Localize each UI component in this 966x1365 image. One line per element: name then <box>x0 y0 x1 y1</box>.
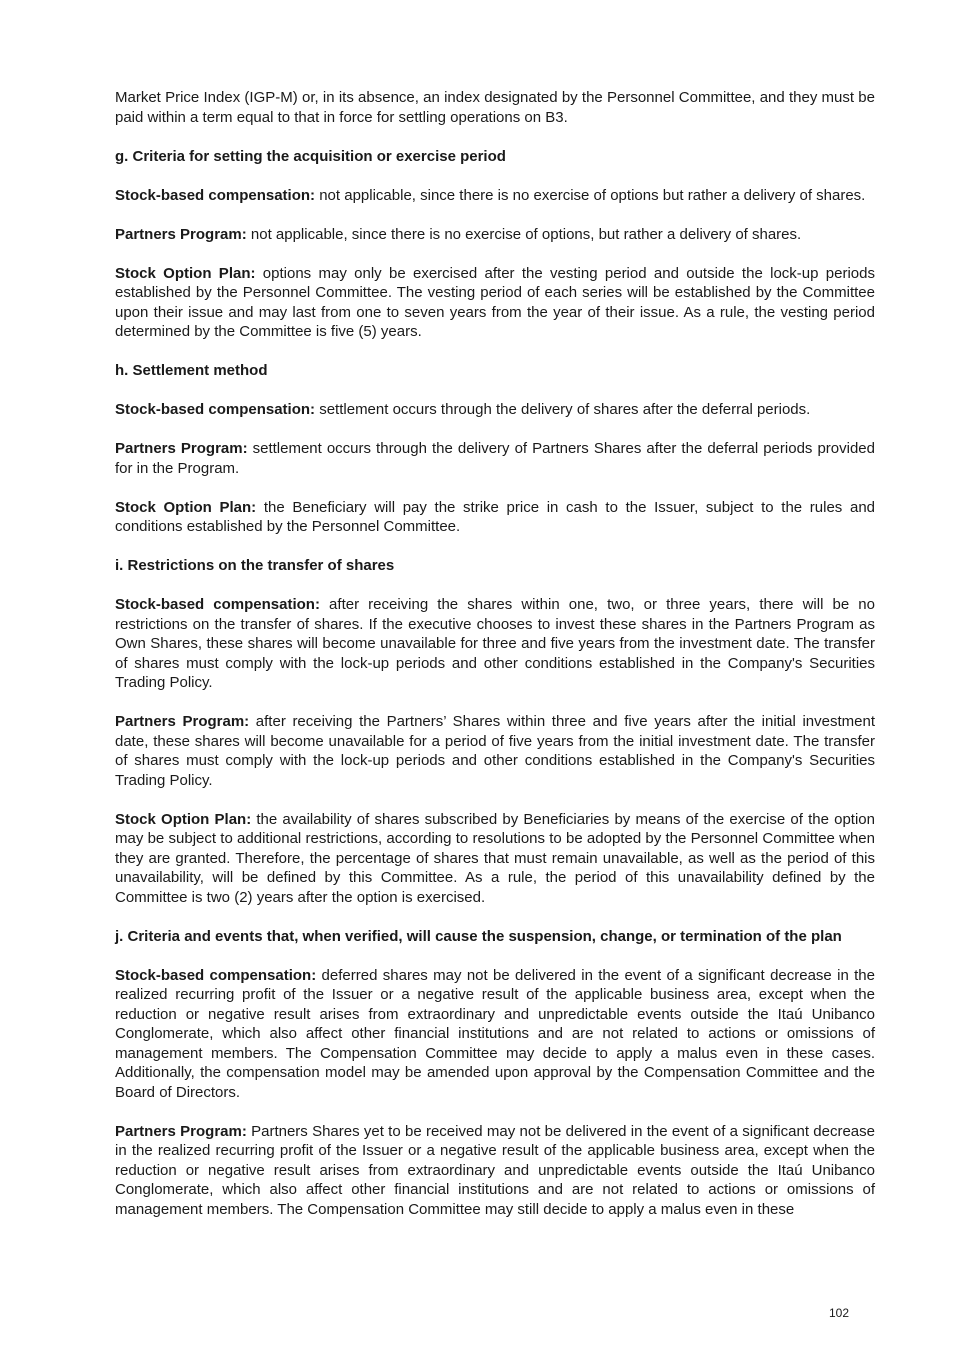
paragraph-g-stock-option-plan <box>115 264 875 342</box>
paragraph-h-stock-based-compensation <box>115 400 875 420</box>
section-heading-i: i. Restrictions on the transfer of shares <box>115 557 395 574</box>
paragraph-text: options may only be exercised after the vesting period and outside the lock-up periods established by the Personnel Committee. The vesting period of each series will be established by the Committee upon their issue and may last from one to seven years from the year of their issue. As a rule, the vesting period determined by the Committee is five (5) years. <box>115 264 875 340</box>
paragraph-text: the Beneficiary will pay the strike price in cash to the Issuer, subject to the rules and conditions established by the Personnel Committee. <box>115 498 875 535</box>
paragraph-text: not applicable, since there is no exercise of options, but rather a delivery of shares. <box>246 225 802 243</box>
paragraph-text: the availability of shares subscribed by Beneficiaries by means of the exercise of the option may be subject to additional restrictions, according to resolutions to be adopted by the Personnel Committee when they are granted. Therefore, the percentage of shares that must remain unavailable, as well as the period of this unavailability, will be defined by this Committee. As a rule, the period of this unavailability defined by the Committee is two (2) years after the option is exercised. <box>115 810 875 906</box>
paragraph-text: settlement occurs through the delivery of shares after the deferral periods. <box>315 401 811 418</box>
paragraph-i-stock-option-plan <box>115 810 875 908</box>
section-heading-j: j. Criteria and events that, when verified, will cause the suspension, change, or termination of the plan <box>115 927 842 945</box>
section-heading-g: g. Criteria for setting the acquisition or exercise period <box>115 147 506 165</box>
document-body <box>115 88 875 1219</box>
paragraph-text: settlement occurs through the delivery of Partners Shares after the deferral periods provided for in the Program. <box>115 440 875 477</box>
paragraph-j-stock-based-compensation <box>115 966 875 1103</box>
paragraph-lead: Partners Program: <box>115 1122 247 1140</box>
paragraph-lead: Partners Program: <box>115 440 248 457</box>
paragraph-i-partners-program <box>115 712 875 790</box>
paragraph-lead: Stock Option Plan: <box>115 810 252 828</box>
paragraph-lead: Stock-based compensation: <box>115 596 320 613</box>
section-heading-h: h. Settlement method <box>115 362 268 379</box>
paragraph-igpm-continuation <box>115 88 875 127</box>
paragraph-g-partners-program <box>115 225 875 245</box>
paragraph-lead: Stock-based compensation: <box>115 401 316 418</box>
paragraph-h-partners-program <box>115 439 875 478</box>
paragraph-text: deferred shares may not be delivered in the event of a significant decrease in the realized recurring profit of the Issuer or a negative result of the applicable business area, except when the reduction or negative result arises from extraordinary and unpredictable events outside the Itaú Unibanco Conglomerate, which also affect other financial institutions and are not related to actions or omissions of management members. The Compensation Committee may decide to apply a malus even in these cases. Additionally, the compensation model may be amended upon approval by the Compensation Committee and the Board of Directors. <box>115 966 875 1101</box>
paragraph-lead: Partners Program: <box>115 713 250 730</box>
paragraph-i-stock-based-compensation <box>115 595 875 693</box>
paragraph-g-stock-based-compensation <box>115 186 875 206</box>
paragraph-text: Partners Shares yet to be received may not be delivered in the event of a significant decrease in the realized recurring profit of the Issuer or a negative result of the applicable business area, except when the reduction or negative result arises from extraordinary and unpredictable events outside the Itaú Unibanco Conglomerate, which also affect other financial institutions and are not related to actions or omissions of management members. The Compensation Committee may still decide to apply a malus even in these <box>115 1122 875 1218</box>
paragraph-text: not applicable, since there is no exercise of options but rather a delivery of shares. <box>315 186 866 204</box>
paragraph-text: after receiving the shares within one, two, or three years, there will be no restrictions on the transfer of shares. If the executive chooses to invest these shares in the Partners Program as Own Shares, these shares will become unavailable for three and five years from the investment date. The transfer of shares must comply with the lock-up periods and other conditions established in the Company's Securities Trading Policy. <box>115 596 875 691</box>
paragraph-lead: Stock Option Plan: <box>115 264 256 282</box>
paragraph-h-stock-option-plan <box>115 498 875 537</box>
paragraph-lead: Stock Option Plan: <box>115 498 257 516</box>
paragraph-lead: Stock-based compensation: <box>115 186 316 204</box>
paragraph-lead: Stock-based compensation: <box>115 966 317 984</box>
paragraph-text: after receiving the Partners’ Shares within three and five years after the initial investment date, these shares will become unavailable for a period of five years from the initial investment date. The transfer of shares must comply with the lock-up periods and other conditions established in the Company's Securities Trading Policy. <box>115 713 875 789</box>
page-number: 102 <box>828 1306 849 1320</box>
paragraph-text: Market Price Index (IGP-M) or, in its absence, an index designated by the Personnel Committee, and they must be paid within a term equal to that in force for settling operations on B3. <box>115 89 875 126</box>
paragraph-lead: Partners Program: <box>115 225 247 243</box>
paragraph-j-partners-program <box>115 1122 875 1220</box>
